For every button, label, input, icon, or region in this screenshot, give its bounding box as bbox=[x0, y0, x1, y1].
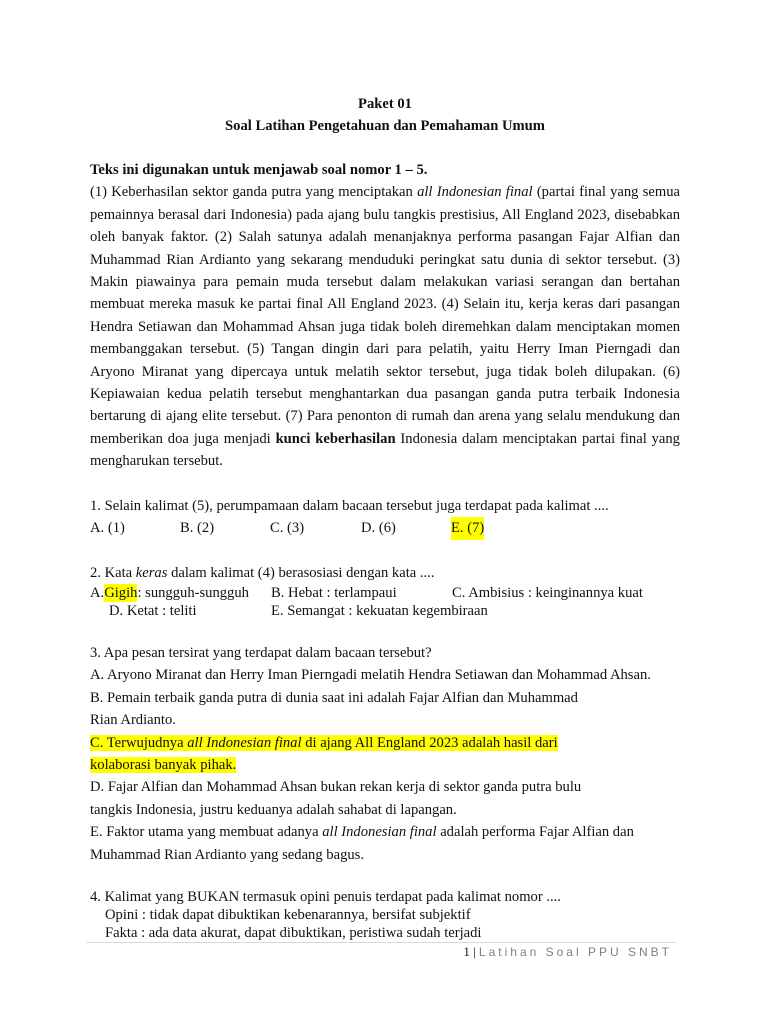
q3-option-d[interactable]: D. Fajar Alfian dan Mohammad Ahsan bukan rekan kerja di sektor ganda putra bulu bbox=[90, 779, 582, 796]
passage-intro: Teks ini digunakan untuk menjawab soal nomor 1 – 5. bbox=[90, 162, 428, 178]
passage-text: (1) Keberhasilan sektor ganda putra yang menciptakan all Indonesian final (partai final yang semua pemainnya berasal dari Indonesia) pada ajang bulu tangkis prestisius, All England 2023, disebabkan oleh banyak faktor. (2) Salah satunya adalah menanjaknya performa pasangan Fajar Alfian dan Muhammad Rian Ardianto yang sekarang menduduki peringkat satu dunia di sektor tersebut. (3) Makin piawainya para pemain muda tersebut dalam melakukan variasi serangan dan bertahan membuat mereka masuk ke partai final All England 2023. (4) Selain itu, kerja keras dari pasangan Hendra Setiawan dan Mohammad Ahsan juga tidak boleh diremehkan dalam menciptakan momen membanggakan tersebut. (5) Tangan dingin dari para pelatih, yaitu Herry Iman Pierngadi dan Aryono Miranat yang dipercaya untuk melatih sektor tersebut, juga tidak boleh dilupakan. (6) Kepiawaian kedua pelatih tersebut menghantarkan dua pasangan ganda putra terbaik Indonesia bertarung di ajang elite tersebut. (7) Para penonton di rumah dan arena yang selalu mendukung dan memberikan doa juga menjadi kunci keberhasilan Indonesia dalam menciptakan partai final yang mengharukan tersebut. bbox=[90, 184, 680, 470]
question-1-options bbox=[90, 517, 680, 539]
q1-option-d[interactable]: D. (6) bbox=[361, 520, 396, 537]
q4-opini-note: Opini : tidak dapat dibuktikan kebenarannya, bersifat subjektif bbox=[105, 906, 471, 923]
q2-option-b[interactable]: B. Hebat : terlampaui bbox=[271, 584, 397, 601]
question-1-stem: 1. Selain kalimat (5), perumpamaan dalam bacaan tersebut juga terdapat pada kalimat .... bbox=[90, 497, 609, 514]
footer-label: Latihan Soal PPU SNBT bbox=[478, 945, 672, 959]
q2-option-e[interactable]: E. Semangat : kekuatan kegembiraan bbox=[271, 602, 488, 619]
question-4-stem: 4. Kalimat yang BUKAN termasuk opini penuis terdapat pada kalimat nomor .... bbox=[90, 888, 561, 905]
q2-option-d[interactable]: D. Ketat : teliti bbox=[109, 602, 197, 619]
key-phrase: kunci keberhasilan bbox=[275, 430, 396, 447]
q3-option-a[interactable]: A. Aryono Miranat dan Herry Iman Pierngadi melatih Hendra Setiawan dan Mohammad Ahsan. bbox=[90, 667, 651, 684]
q1-option-a[interactable]: A. (1) bbox=[90, 520, 125, 537]
q2-option-a[interactable]: A.Gigih: sungguh-sungguh bbox=[90, 584, 249, 601]
document-page bbox=[90, 93, 680, 942]
q1-option-b[interactable]: B. (2) bbox=[180, 520, 215, 537]
page-subtitle: Soal Latihan Pengetahuan dan Pemahaman Umum bbox=[225, 118, 545, 134]
q1-option-c[interactable]: C. (3) bbox=[270, 520, 305, 537]
q2-option-c[interactable]: C. Ambisius : keinginannya kuat bbox=[452, 584, 643, 601]
question-2-stem: 2. Kata keras dalam kalimat (4) berasosiasi dengan kata .... bbox=[90, 564, 435, 581]
page-number: 1 bbox=[463, 944, 470, 959]
q3-option-c-answer[interactable]: C. Terwujudnya all Indonesian final di ajang All England 2023 adalah hasil dari bbox=[90, 734, 558, 751]
question-2-options-row1 bbox=[90, 584, 680, 602]
q2-answer-highlight: Gigih bbox=[104, 584, 138, 601]
q3-option-b-cont: Rian Ardianto. bbox=[90, 712, 176, 729]
footer-separator: | bbox=[473, 944, 476, 959]
page-title: Paket 01 bbox=[358, 96, 412, 112]
question-2-options-row2 bbox=[90, 602, 680, 620]
q1-option-e-answer[interactable]: E. (7) bbox=[451, 517, 484, 539]
q3-option-b[interactable]: B. Pemain terbaik ganda putra di dunia saat ini adalah Fajar Alfian dan Muhammad bbox=[90, 689, 578, 706]
q3-option-e-cont: Muhammad Rian Ardianto yang sedang bagus. bbox=[90, 846, 364, 863]
page-footer bbox=[86, 942, 676, 965]
q3-option-d-cont: tangkis Indonesia, justru keduanya adalah sahabat di lapangan. bbox=[90, 801, 457, 818]
q3-option-e[interactable]: E. Faktor utama yang membuat adanya all Indonesian final adalah performa Fajar Alfian dan bbox=[90, 824, 634, 841]
question-3-stem: 3. Apa pesan tersirat yang terdapat dalam bacaan tersebut? bbox=[90, 644, 432, 661]
q4-fakta-note: Fakta : ada data akurat, dapat dibuktikan, peristiwa sudah terjadi bbox=[105, 924, 482, 941]
q3-option-c-cont: kolaborasi banyak pihak. bbox=[90, 756, 237, 773]
